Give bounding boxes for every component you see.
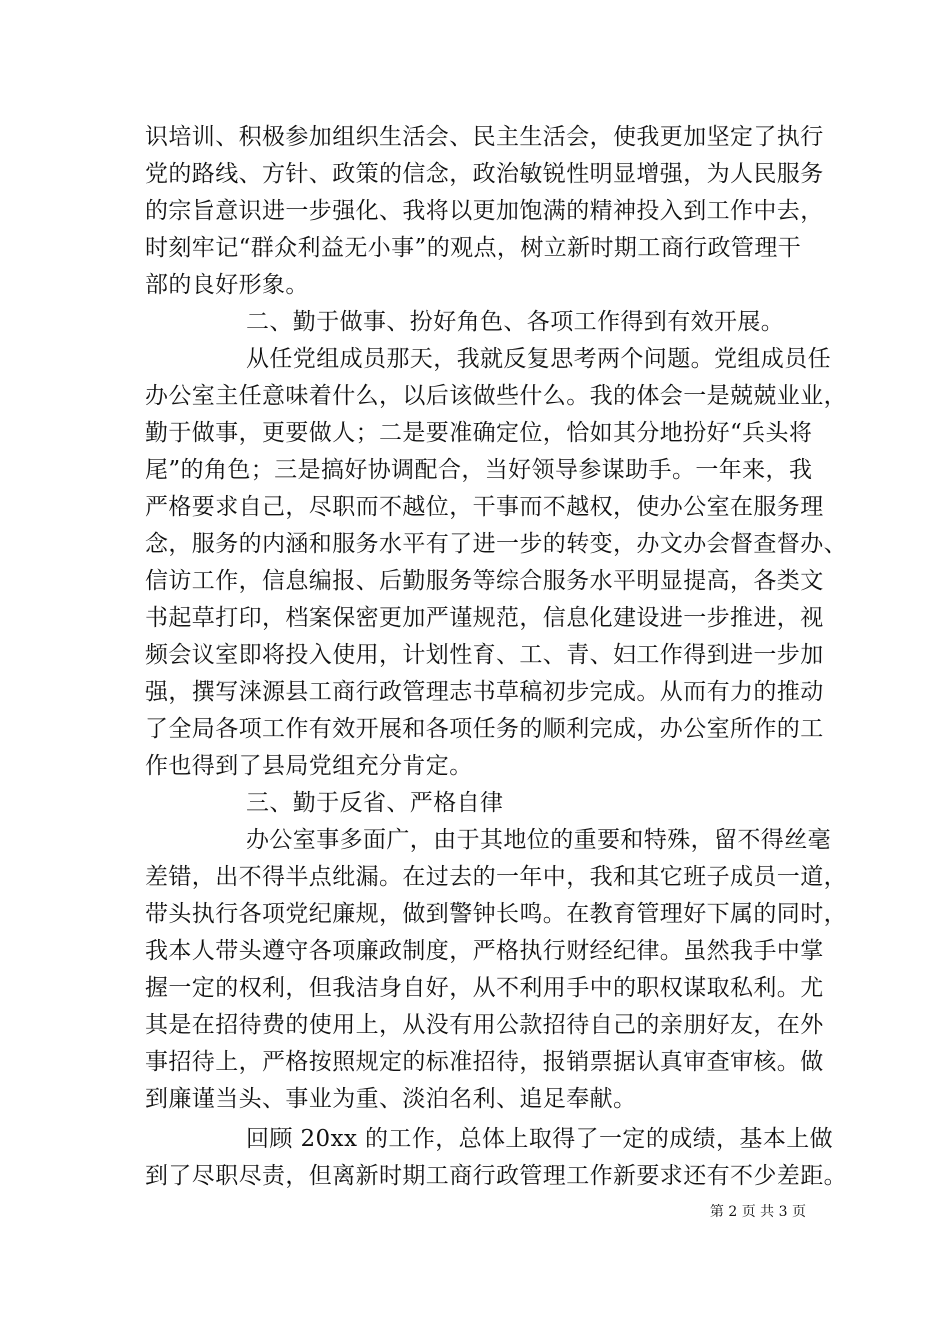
text-line: 握一定的权利，但我洁身自好，从不利用手中的职权谋取私利。尤: [145, 975, 824, 1001]
text-line: 勤于做事，更要做人；二是要准确定位，恰如其分地扮好“兵头将: [145, 420, 813, 446]
text-line: 尾”的角色；三是搞好协调配合，当好领导参谋助手。一年来，我: [145, 457, 813, 483]
text-line: 作也得到了县局党组充分肯定。: [145, 753, 473, 779]
text-line: 频会议室即将投入使用，计划性育、工、青、妇工作得到进一步加: [145, 642, 824, 668]
text-line: 从任党组成员那天，我就反复思考两个问题。党组成员任: [246, 346, 831, 372]
text-line: 事招待上，严格按照规定的标准招待，报销票据认真审查审核。做: [145, 1049, 824, 1075]
text-line: 到了尽职尽责，但离新时期工商行政管理工作新要求还有不少差距。: [145, 1163, 847, 1189]
text-line: 时刻牢记“群众利益无小事”的观点，树立新时期工商行政管理干: [145, 235, 802, 261]
text-line: 回顾 20xx 的工作，总体上取得了一定的成绩，基本上做: [246, 1126, 834, 1152]
text-line: 党的路线、方针、政策的信念，政治敏锐性明显增强，为人民服务: [145, 161, 824, 187]
text-line: 带头执行各项党纪廉规，做到警钟长鸣。在教育管理好下属的同时，: [145, 901, 847, 927]
text-line: 差错，出不得半点纰漏。在过去的一年中，我和其它班子成员一道，: [145, 864, 847, 890]
text-line: 强，撰写涞源县工商行政管理志书草稿初步完成。从而有力的推动: [145, 679, 824, 705]
text-line: 识培训、积极参加组织生活会、民主生活会，使我更加坚定了执行: [145, 124, 824, 150]
text-line: 办公室事多面广，由于其地位的重要和特殊，留不得丝毫: [246, 827, 831, 853]
section-heading: 二、勤于做事、扮好角色、各项工作得到有效开展。: [246, 309, 785, 335]
text-line: 信访工作，信息编报、后勤服务等综合服务水平明显提高，各类文: [145, 568, 824, 594]
section-heading: 三、勤于反省、严格自律: [246, 790, 504, 816]
text-line: 部的良好形象。: [145, 272, 309, 298]
text-line: 我本人带头遵守各项廉政制度，严格执行财经纪律。虽然我手中掌: [145, 938, 824, 964]
page-number: 第 2 页 共 3 页: [709, 1204, 806, 1220]
text-line: 的宗旨意识进一步强化、我将以更加饱满的精神投入到工作中去，: [145, 198, 824, 224]
text-line: 严格要求自己，尽职而不越位，干事而不越权，使办公室在服务理: [145, 494, 824, 520]
text-line: 办公室主任意味着什么，以后该做些什么。我的体会一是兢兢业业，: [145, 383, 847, 409]
text-line: 到廉谨当头、事业为重、淡泊名利、追足奉献。: [145, 1086, 637, 1112]
text-line: 书起草打印，档案保密更加严谨规范，信息化建设进一步推进，视: [145, 605, 824, 631]
text-line: 念，服务的内涵和服务水平有了进一步的转变，办文办会督查督办、: [145, 531, 847, 557]
text-line: 了全局各项工作有效开展和各项任务的顺利完成，办公室所作的工: [145, 716, 824, 742]
text-line: 其是在招待费的使用上，从没有用公款招待自己的亲朋好友，在外: [145, 1012, 824, 1038]
